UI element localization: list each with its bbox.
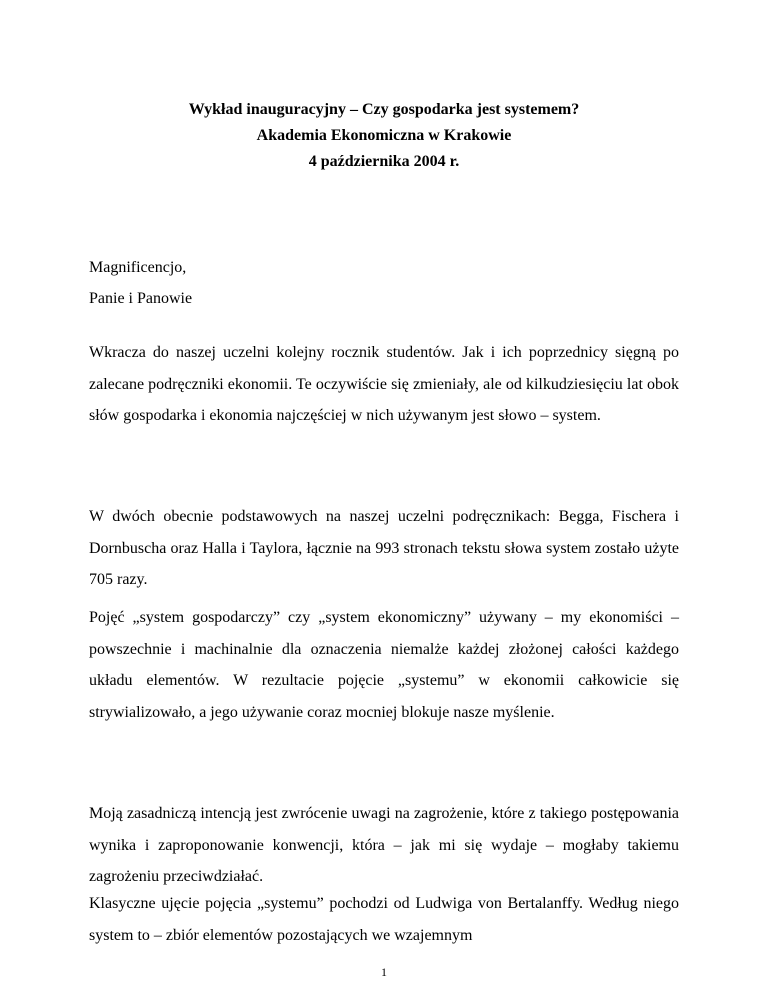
lecture-date: 4 października 2004 r. — [308, 153, 460, 170]
paragraph-4: Moją zasadniczą intencją jest zwrócenie uwagi na zagrożenie, które z takiego postępowania wynika i zaproponowanie konwencji, która – jak mi się wydaje – mogłaby takiemu zagrożeniu przeciwdziałać. — [89, 805, 679, 885]
institution-name: Akademia Ekonomiczna w Krakowie — [256, 127, 512, 144]
page-number: 1 — [381, 965, 387, 979]
paragraph-1: Wkracza do naszej uczelni kolejny rocznik studentów. Jak i ich poprzednicy sięgną po zalecane podręczniki ekonomii. Te oczywiście się zmieniały, ale od kilkudziesięciu lat obok słów gospodarka i ekonomia najczęściej w nich używanym jest słowo – system. — [89, 344, 679, 424]
paragraph-5: Klasyczne ujęcie pojęcia „systemu” pochodzi od Ludwiga von Bertalanffy. Według niego system to – zbiór elementów pozostających we wzajemnym — [89, 895, 679, 944]
paragraph-2: W dwóch obecnie podstawowych na naszej uczelni podręcznikach: Begga, Fischera i Dornbuscha oraz Halla i Taylora, łącznie na 993 stronach tekstu słowa system zostało użyte 705 razy. — [89, 508, 679, 588]
salutation-line-2: Panie i Panowie — [89, 290, 193, 307]
salutation-line-1: Magnificencjo, — [89, 259, 187, 276]
paragraph-3: Pojęć „system gospodarczy” czy „system ekonomiczny” używany – my ekonomiści – powszechnie i machinalnie dla oznaczenia niemalże każdej złożonej całości każdego układu elementów. W rezultacie pojęcie „systemu” w ekonomii całkowicie się strywializowało, a jego używanie coraz mocniej blokuje nasze myślenie. — [89, 609, 679, 721]
lecture-title: Wykład inauguracyjny – Czy gospodarka jest systemem? — [188, 101, 580, 118]
